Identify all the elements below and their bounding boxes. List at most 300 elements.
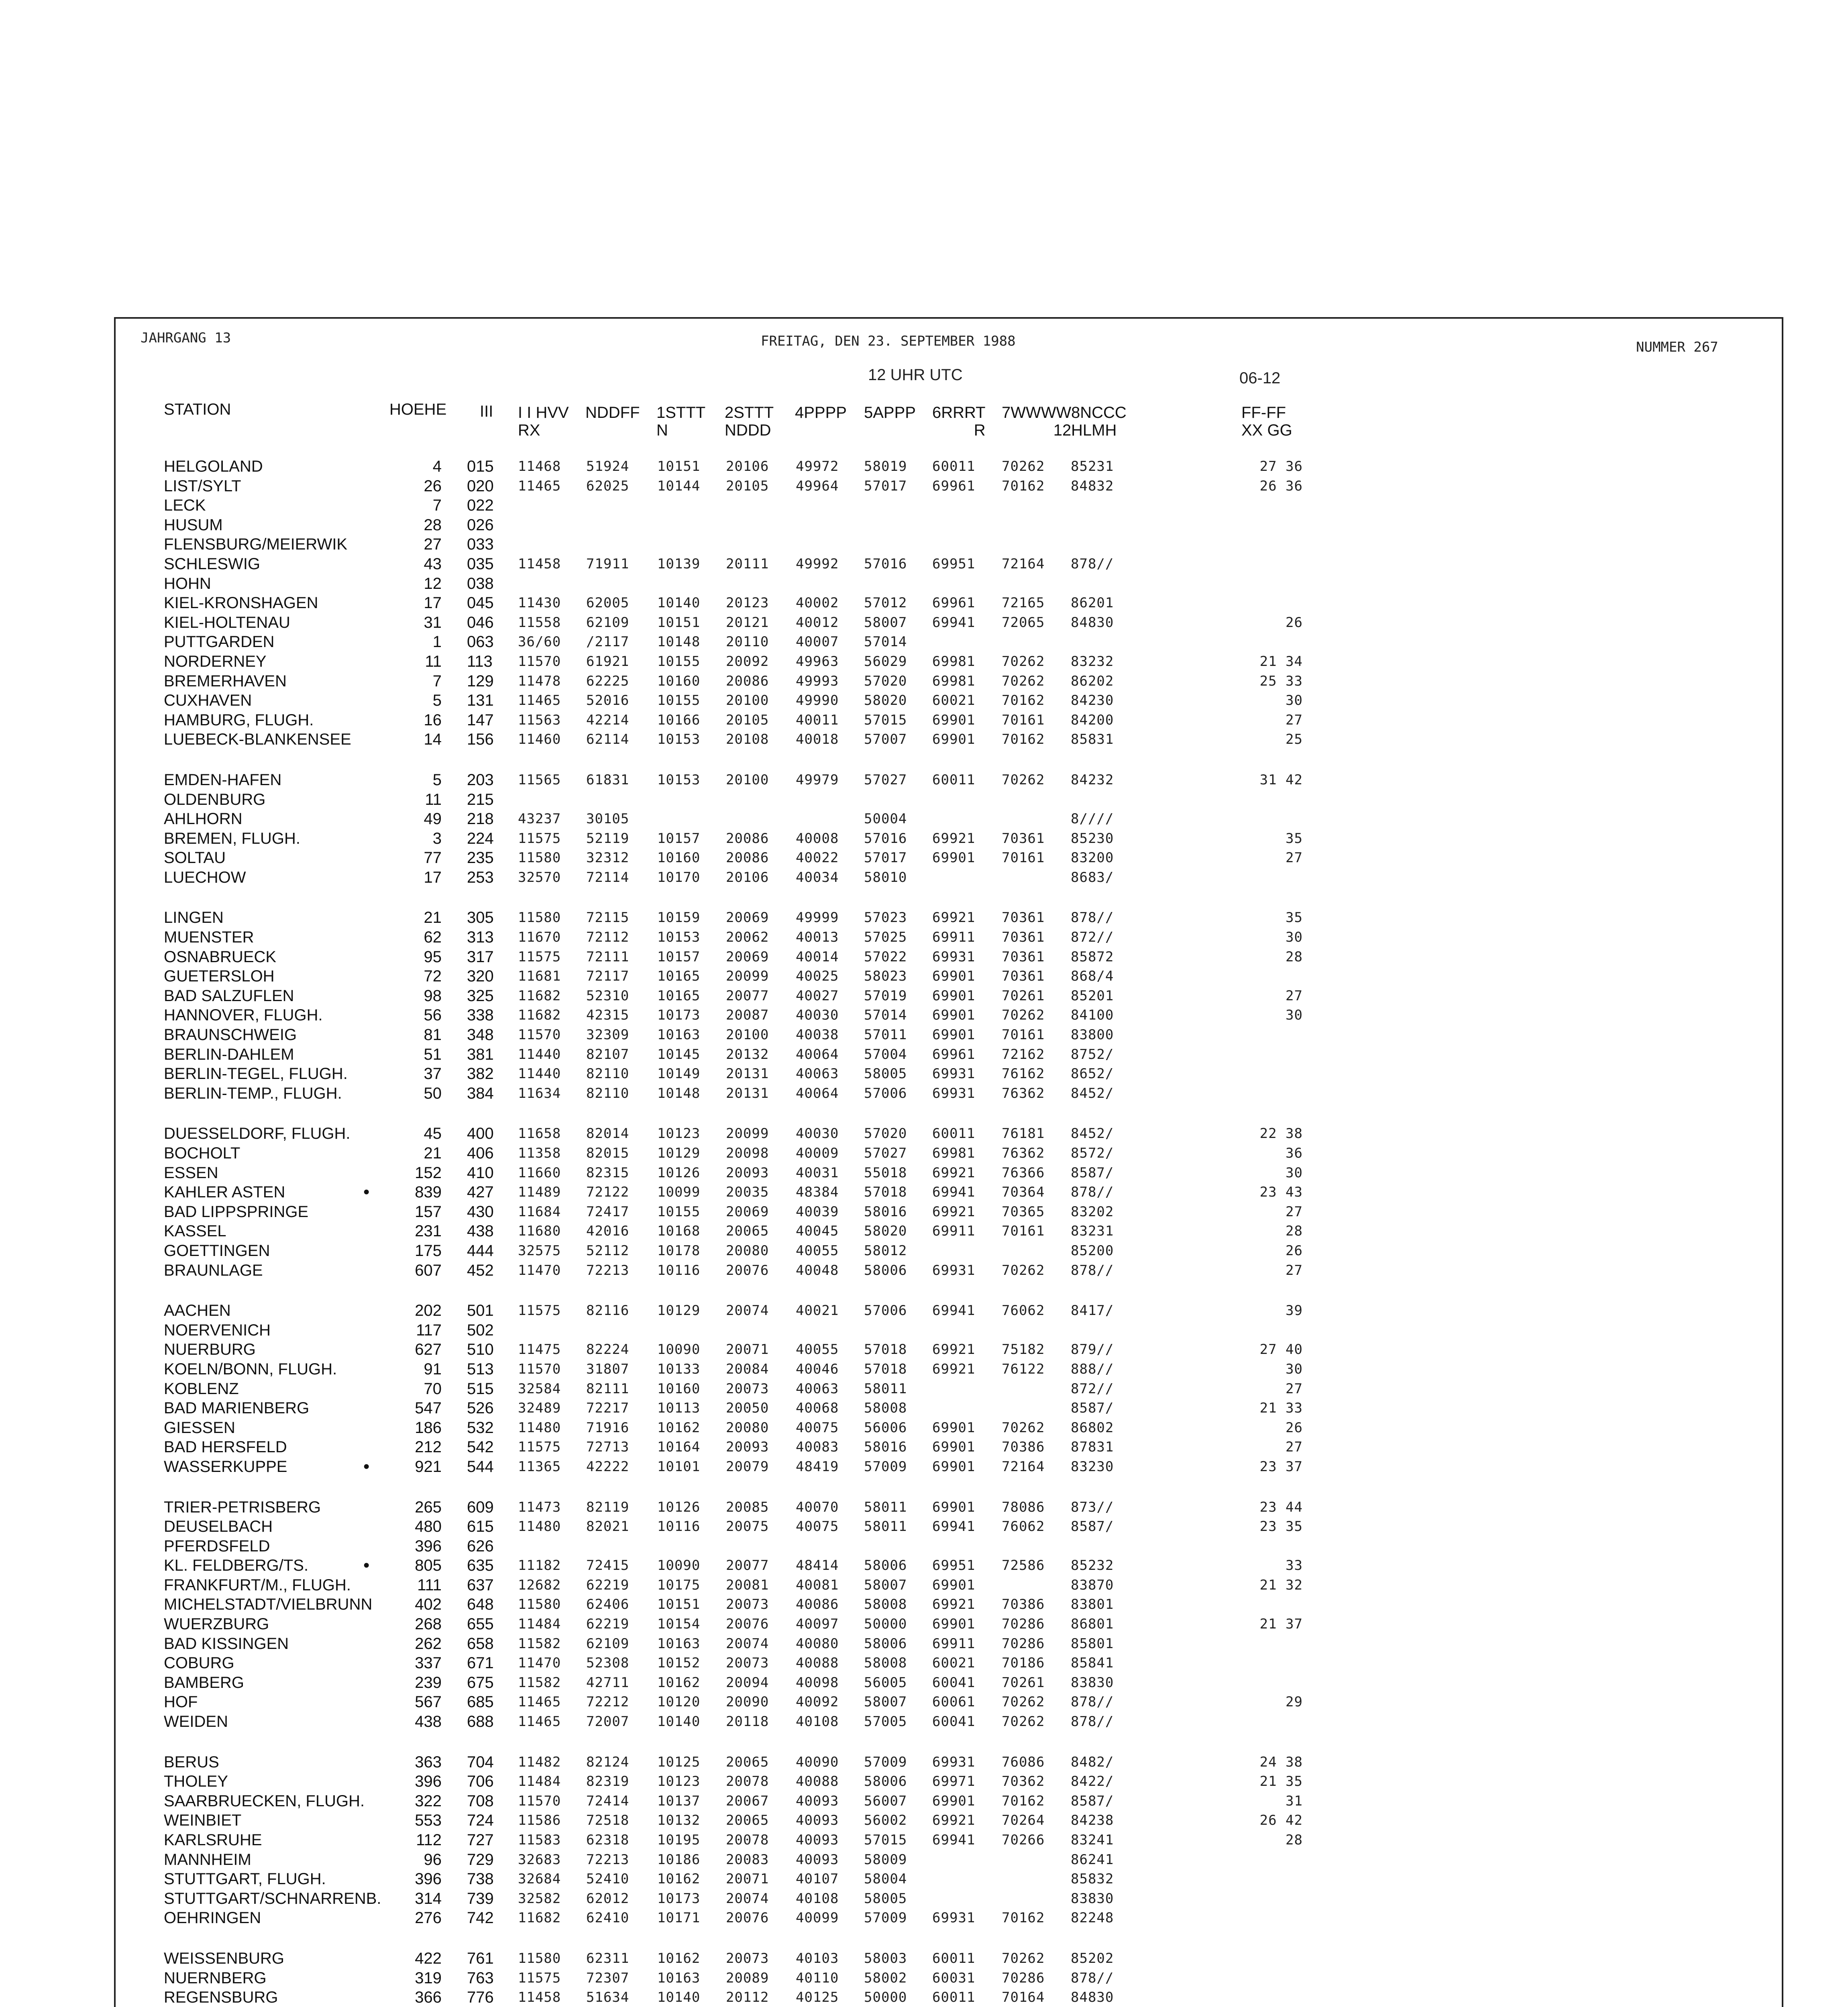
synop-group: 76086 bbox=[1002, 1754, 1045, 1770]
synop-group: 40021 bbox=[796, 1303, 839, 1319]
synop-group: 58019 bbox=[864, 458, 907, 474]
station-name: BRAUNSCHWEIG bbox=[164, 1026, 297, 1044]
synop-group: 40045 bbox=[796, 1223, 839, 1240]
synop-group: 20112 bbox=[726, 1989, 769, 2006]
station-index: 384 bbox=[467, 1084, 494, 1102]
synop-group: 75182 bbox=[1002, 1341, 1045, 1358]
synop-group: 878// bbox=[1071, 1970, 1114, 1986]
wind-gust: 25 bbox=[1286, 731, 1303, 748]
synop-group: 49963 bbox=[796, 653, 839, 670]
synop-group: 57011 bbox=[864, 1027, 907, 1043]
synop-group: 31807 bbox=[586, 1361, 630, 1377]
station-height: 438 bbox=[415, 1713, 442, 1731]
station-name: BREMERHAVEN bbox=[164, 672, 287, 690]
synop-group: 52308 bbox=[586, 1655, 630, 1671]
synop-group: 70162 bbox=[1002, 1910, 1045, 1926]
station-height: 45 bbox=[424, 1125, 442, 1143]
station-index: 515 bbox=[467, 1380, 494, 1398]
synop-group: 69931 bbox=[932, 1085, 976, 1101]
synop-group: 57020 bbox=[864, 1126, 907, 1142]
station-index: 022 bbox=[467, 497, 494, 515]
synop-group: 70266 bbox=[1002, 1832, 1045, 1848]
wind-gust: 27 bbox=[1286, 1439, 1303, 1455]
synop-group: 10126 bbox=[657, 1164, 701, 1181]
station-name: KOBLENZ bbox=[164, 1380, 239, 1398]
synop-group: 82107 bbox=[586, 1046, 630, 1063]
station-name: THOLEY bbox=[164, 1773, 228, 1791]
station-height: 186 bbox=[415, 1419, 442, 1437]
synop-group: 83830 bbox=[1071, 1674, 1114, 1691]
synop-group: 11465 bbox=[518, 1714, 561, 1730]
station-name: KOELN/BONN, FLUGH. bbox=[164, 1360, 337, 1378]
synop-group: 10123 bbox=[657, 1126, 701, 1142]
synop-group: 86241 bbox=[1071, 1851, 1114, 1868]
station-name: DEUSELBACH bbox=[164, 1518, 273, 1536]
synop-group: 69901 bbox=[932, 987, 976, 1004]
synop-group: 58008 bbox=[864, 1655, 907, 1671]
synop-group: 32684 bbox=[518, 1871, 561, 1887]
synop-group: 40093 bbox=[796, 1793, 839, 1809]
synop-group: 70161 bbox=[1002, 1223, 1045, 1240]
synop-group: 62219 bbox=[586, 1616, 630, 1632]
synop-group: 10140 bbox=[657, 1989, 701, 2006]
synop-group: 20074 bbox=[726, 1303, 769, 1319]
station-index: 688 bbox=[467, 1713, 494, 1731]
synop-group: 76362 bbox=[1002, 1085, 1045, 1101]
station-height: 28 bbox=[424, 516, 442, 534]
synop-group: 49979 bbox=[796, 771, 839, 788]
station-height: 91 bbox=[424, 1360, 442, 1378]
station-height: 62 bbox=[424, 928, 442, 947]
synop-group: 69951 bbox=[932, 1557, 976, 1574]
wind-gust: 25 33 bbox=[1259, 673, 1303, 689]
synop-group: 20086 bbox=[726, 850, 769, 866]
synop-group: 60011 bbox=[932, 771, 976, 788]
station-index: 513 bbox=[467, 1360, 494, 1378]
synop-group: 72213 bbox=[586, 1851, 630, 1868]
synop-group: 10168 bbox=[657, 1223, 701, 1240]
synop-group: 82224 bbox=[586, 1341, 630, 1358]
synop-group: 11575 bbox=[518, 1303, 561, 1319]
synop-group: 57018 bbox=[864, 1184, 907, 1201]
synop-group: 10157 bbox=[657, 949, 701, 965]
synop-group: 11358 bbox=[518, 1145, 561, 1161]
synop-group: 12682 bbox=[518, 1577, 561, 1593]
station-index: 038 bbox=[467, 574, 494, 592]
synop-group: 57017 bbox=[864, 850, 907, 866]
synop-group: 11684 bbox=[518, 1203, 561, 1220]
synop-group: 20035 bbox=[726, 1184, 769, 1201]
synop-group: 57023 bbox=[864, 910, 907, 926]
synop-group: 69901 bbox=[932, 1458, 976, 1475]
synop-group: 20093 bbox=[726, 1164, 769, 1181]
station-height: 212 bbox=[415, 1438, 442, 1456]
synop-group: 20080 bbox=[726, 1419, 769, 1436]
synop-group: 70162 bbox=[1002, 692, 1045, 709]
synop-group: 83231 bbox=[1071, 1223, 1114, 1240]
col-1sttt: 1STTT N bbox=[656, 404, 706, 439]
synop-group: 8422/ bbox=[1071, 1773, 1114, 1790]
synop-group: 8652/ bbox=[1071, 1066, 1114, 1082]
wind-gust: 28 bbox=[1286, 1832, 1303, 1848]
synop-group: 85801 bbox=[1071, 1635, 1114, 1652]
synop-group: 879// bbox=[1071, 1341, 1114, 1358]
station-height: 21 bbox=[424, 1144, 442, 1162]
synop-group: 11682 bbox=[518, 987, 561, 1004]
station-height: 7 bbox=[432, 672, 442, 690]
synop-group: 70262 bbox=[1002, 1262, 1045, 1278]
synop-group: 40030 bbox=[796, 1126, 839, 1142]
synop-group: 36/60 bbox=[518, 634, 561, 650]
synop-group: 69961 bbox=[932, 595, 976, 611]
synop-group: 58002 bbox=[864, 1970, 907, 1986]
station-name: GUETERSLOH bbox=[164, 967, 275, 985]
synop-group: 85200 bbox=[1071, 1242, 1114, 1259]
station-height: 627 bbox=[415, 1341, 442, 1359]
synop-group: 72164 bbox=[1002, 1458, 1045, 1475]
synop-group: 20090 bbox=[726, 1694, 769, 1710]
synop-group: 878// bbox=[1071, 1262, 1114, 1278]
synop-group: 72111 bbox=[586, 949, 630, 965]
synop-group: 62219 bbox=[586, 1577, 630, 1593]
synop-group: 11570 bbox=[518, 1027, 561, 1043]
synop-group: 76062 bbox=[1002, 1518, 1045, 1535]
station-index: 704 bbox=[467, 1753, 494, 1771]
synop-group: 11489 bbox=[518, 1184, 561, 1201]
synop-group: 10186 bbox=[657, 1851, 701, 1868]
synop-group: 868/4 bbox=[1071, 968, 1114, 985]
synop-group: 20132 bbox=[726, 1046, 769, 1063]
wind-gust: 30 bbox=[1286, 692, 1303, 709]
station-index: 544 bbox=[467, 1457, 494, 1476]
station-height: 152 bbox=[415, 1164, 442, 1182]
synop-group: 69921 bbox=[932, 1361, 976, 1377]
station-index: 320 bbox=[467, 967, 494, 985]
synop-group: 40098 bbox=[796, 1674, 839, 1691]
station-name: PUTTGARDEN bbox=[164, 633, 275, 651]
synop-group: 42214 bbox=[586, 712, 630, 728]
synop-group: 40013 bbox=[796, 929, 839, 946]
col-5appp: 5APPP bbox=[864, 404, 916, 421]
synop-group: 11575 bbox=[518, 830, 561, 847]
wind-gust: 26 bbox=[1286, 614, 1303, 631]
synop-group: 10116 bbox=[657, 1262, 701, 1278]
station-height: 70 bbox=[424, 1380, 442, 1398]
synop-group: 69901 bbox=[932, 1439, 976, 1455]
synop-group: 11470 bbox=[518, 1655, 561, 1671]
synop-group: 11470 bbox=[518, 1262, 561, 1278]
col-2sttt: 2STTT NDDD bbox=[725, 404, 774, 439]
synop-group: 43237 bbox=[518, 811, 561, 827]
synop-group: 20065 bbox=[726, 1754, 769, 1770]
synop-group: 20100 bbox=[726, 692, 769, 709]
synop-group: 72212 bbox=[586, 1694, 630, 1710]
synop-group: 32312 bbox=[586, 850, 630, 866]
station-height: 27 bbox=[424, 535, 442, 554]
synop-group: 58004 bbox=[864, 1871, 907, 1887]
synop-group: 20111 bbox=[726, 556, 769, 572]
station-height: 17 bbox=[424, 594, 442, 612]
synop-group: 69981 bbox=[932, 673, 976, 689]
station-height: 314 bbox=[415, 1889, 442, 1907]
synop-group: 8572/ bbox=[1071, 1145, 1114, 1161]
synop-group: 20081 bbox=[726, 1577, 769, 1593]
synop-group: 70262 bbox=[1002, 1419, 1045, 1436]
wind-gust: 23 37 bbox=[1259, 1458, 1303, 1475]
synop-group: 20100 bbox=[726, 1027, 769, 1043]
wind-gust: 29 bbox=[1286, 1694, 1303, 1710]
wind-gust: 27 bbox=[1286, 1203, 1303, 1220]
synop-group: 10162 bbox=[657, 1419, 701, 1436]
station-name: GIESSEN bbox=[164, 1419, 235, 1437]
station-height: 4 bbox=[432, 458, 442, 475]
station-index: 410 bbox=[467, 1164, 494, 1182]
station-height: 239 bbox=[415, 1673, 442, 1691]
synop-group: 69921 bbox=[932, 1596, 976, 1613]
synop-group: 58012 bbox=[864, 1242, 907, 1259]
synop-group: 70286 bbox=[1002, 1970, 1045, 1986]
synop-group: 76122 bbox=[1002, 1361, 1045, 1377]
synop-group: 69911 bbox=[932, 1223, 976, 1240]
synop-group: 20069 bbox=[726, 1203, 769, 1220]
synop-group: 69901 bbox=[932, 850, 976, 866]
synop-group: 40110 bbox=[796, 1970, 839, 1986]
synop-group: 11430 bbox=[518, 595, 561, 611]
wind-gust: 23 35 bbox=[1259, 1518, 1303, 1535]
synop-group: 69921 bbox=[932, 910, 976, 926]
synop-group: 11570 bbox=[518, 1361, 561, 1377]
wind-gust: 27 bbox=[1286, 712, 1303, 728]
wind-gust: 30 bbox=[1286, 1007, 1303, 1024]
synop-group: 82021 bbox=[586, 1518, 630, 1535]
synop-group: 83202 bbox=[1071, 1203, 1114, 1220]
synop-group: 10162 bbox=[657, 1674, 701, 1691]
synop-group: 11480 bbox=[518, 1419, 561, 1436]
synop-group: 58005 bbox=[864, 1066, 907, 1082]
synop-group: 10116 bbox=[657, 1518, 701, 1535]
station-height: 322 bbox=[415, 1792, 442, 1810]
synop-group: 84832 bbox=[1071, 478, 1114, 494]
station-height: 51 bbox=[424, 1045, 442, 1063]
synop-group: 20131 bbox=[726, 1066, 769, 1082]
station-height: 3 bbox=[432, 829, 442, 847]
col-iihvv: I I HVV RX bbox=[518, 404, 569, 439]
synop-group: 11484 bbox=[518, 1773, 561, 1790]
synop-group: 10145 bbox=[657, 1046, 701, 1063]
synop-group: 872// bbox=[1071, 929, 1114, 946]
synop-group: 58011 bbox=[864, 1499, 907, 1515]
synop-group: 58005 bbox=[864, 1890, 907, 1907]
synop-group: 84200 bbox=[1071, 712, 1114, 728]
station-name: FRANKFURT/M., FLUGH. bbox=[164, 1576, 351, 1594]
synop-group: 20077 bbox=[726, 987, 769, 1004]
synop-group: 11440 bbox=[518, 1066, 561, 1082]
station-name: BAD MARIENBERG bbox=[164, 1399, 310, 1417]
synop-group: 57015 bbox=[864, 1832, 907, 1848]
station-height: 26 bbox=[424, 477, 442, 495]
synop-group: 60041 bbox=[932, 1714, 976, 1730]
synop-group: 70186 bbox=[1002, 1655, 1045, 1671]
synop-group: 62311 bbox=[586, 1950, 630, 1966]
synop-group: 83870 bbox=[1071, 1577, 1114, 1593]
synop-group: 10125 bbox=[657, 1754, 701, 1770]
station-height: 111 bbox=[417, 1576, 442, 1594]
station-name: STUTTGART, FLUGH. bbox=[164, 1870, 326, 1888]
issue-number: NUMMER 267 bbox=[1636, 339, 1718, 355]
station-index: 218 bbox=[467, 810, 494, 828]
synop-group: 10160 bbox=[657, 1380, 701, 1397]
synop-group: 11465 bbox=[518, 1694, 561, 1710]
station-name: WUERZBURG bbox=[164, 1615, 269, 1633]
synop-group: 69941 bbox=[932, 1303, 976, 1319]
synop-group: 10153 bbox=[657, 929, 701, 946]
station-name: HOF bbox=[164, 1693, 198, 1711]
synop-group: 69901 bbox=[932, 1027, 976, 1043]
synop-group: 86801 bbox=[1071, 1616, 1114, 1632]
synop-group: 84238 bbox=[1071, 1812, 1114, 1829]
station-index: 348 bbox=[467, 1026, 494, 1044]
synop-group: 20069 bbox=[726, 949, 769, 965]
synop-group: 58007 bbox=[864, 1577, 907, 1593]
station-index: 215 bbox=[467, 790, 494, 808]
synop-group: 58020 bbox=[864, 692, 907, 709]
station-name: BERLIN-TEMP., FLUGH. bbox=[164, 1084, 342, 1102]
station-height: 117 bbox=[416, 1321, 442, 1339]
station-name: BERLIN-DAHLEM bbox=[164, 1045, 294, 1063]
station-height: 607 bbox=[415, 1261, 442, 1279]
synop-group: 20086 bbox=[726, 673, 769, 689]
synop-group: 42016 bbox=[586, 1223, 630, 1240]
synop-group: 57017 bbox=[864, 478, 907, 494]
col-8nccc: 8NCCC HLMH bbox=[1071, 404, 1127, 439]
wind-gust: 30 bbox=[1286, 1164, 1303, 1181]
synop-group: 11473 bbox=[518, 1499, 561, 1515]
synop-group: 70262 bbox=[1002, 458, 1045, 474]
station-index: 452 bbox=[467, 1261, 494, 1279]
synop-group: 56006 bbox=[864, 1419, 907, 1436]
synop-group: 878// bbox=[1071, 1694, 1114, 1710]
station-index: 502 bbox=[467, 1321, 494, 1339]
synop-group: 84230 bbox=[1071, 692, 1114, 709]
synop-group: 20092 bbox=[726, 653, 769, 670]
station-name: BAD HERSFELD bbox=[164, 1438, 287, 1456]
synop-group: 50004 bbox=[864, 811, 907, 827]
synop-group: 8452/ bbox=[1071, 1085, 1114, 1101]
synop-group: 42222 bbox=[586, 1458, 630, 1475]
synop-group: 40093 bbox=[796, 1832, 839, 1848]
synop-group: 10153 bbox=[657, 771, 701, 788]
synop-group: 20105 bbox=[726, 478, 769, 494]
synop-group: 878// bbox=[1071, 910, 1114, 926]
station-height: 363 bbox=[415, 1753, 442, 1771]
station-height: 81 bbox=[424, 1026, 442, 1044]
synop-group: 56029 bbox=[864, 653, 907, 670]
synop-group: 58006 bbox=[864, 1635, 907, 1652]
synop-group: 83830 bbox=[1071, 1890, 1114, 1907]
synop-group: 11580 bbox=[518, 910, 561, 926]
synop-group: 56005 bbox=[864, 1674, 907, 1691]
synop-group: 76366 bbox=[1002, 1164, 1045, 1181]
station-name: ESSEN bbox=[164, 1164, 218, 1182]
synop-group: 20071 bbox=[726, 1871, 769, 1887]
synop-group: 20131 bbox=[726, 1085, 769, 1101]
wind-gust: 26 42 bbox=[1259, 1812, 1303, 1829]
synop-group: 20076 bbox=[726, 1262, 769, 1278]
synop-group: 85832 bbox=[1071, 1871, 1114, 1887]
synop-group: 60021 bbox=[932, 1655, 976, 1671]
synop-group: 20074 bbox=[726, 1635, 769, 1652]
station-name: HELGOLAND bbox=[164, 458, 263, 475]
station-height: 11 bbox=[425, 652, 442, 670]
synop-group: 60011 bbox=[932, 1126, 976, 1142]
synop-group: 83230 bbox=[1071, 1458, 1114, 1475]
synop-group: 57009 bbox=[864, 1754, 907, 1770]
station-index: 532 bbox=[467, 1419, 494, 1437]
station-height: 77 bbox=[424, 849, 442, 867]
synop-group: 40086 bbox=[796, 1596, 839, 1613]
station-height: 265 bbox=[415, 1498, 442, 1516]
station-name: BREMEN, FLUGH. bbox=[164, 829, 301, 847]
synop-group: 11582 bbox=[518, 1635, 561, 1652]
synop-group: 70262 bbox=[1002, 1694, 1045, 1710]
synop-group: 10151 bbox=[657, 458, 701, 474]
synop-group: 10123 bbox=[657, 1773, 701, 1790]
wind-gust: 21 37 bbox=[1259, 1616, 1303, 1632]
synop-group: 40093 bbox=[796, 1851, 839, 1868]
station-height: 21 bbox=[424, 909, 442, 927]
synop-group: 10170 bbox=[657, 869, 701, 885]
synop-group: 57027 bbox=[864, 771, 907, 788]
station-height: 95 bbox=[424, 948, 442, 966]
synop-group: 62406 bbox=[586, 1596, 630, 1613]
synop-group: 11570 bbox=[518, 653, 561, 670]
station-height: 14 bbox=[424, 731, 442, 749]
synop-group: 20069 bbox=[726, 910, 769, 926]
synop-group: 69901 bbox=[932, 1007, 976, 1024]
synop-group: 20065 bbox=[726, 1812, 769, 1829]
synop-group: 49972 bbox=[796, 458, 839, 474]
synop-group: 84232 bbox=[1071, 771, 1114, 788]
wind-gust: 28 bbox=[1286, 949, 1303, 965]
synop-group: 10155 bbox=[657, 653, 701, 670]
station-height: 12 bbox=[424, 574, 442, 592]
synop-group: 58011 bbox=[864, 1518, 907, 1535]
station-index: 675 bbox=[467, 1673, 494, 1691]
synop-group: 87831 bbox=[1071, 1439, 1114, 1455]
station-index: 406 bbox=[467, 1144, 494, 1162]
synop-group: 60011 bbox=[932, 1989, 976, 2006]
synop-group: 58010 bbox=[864, 869, 907, 885]
synop-group: 50000 bbox=[864, 1989, 907, 2006]
synop-group: 58006 bbox=[864, 1557, 907, 1574]
station-height: 480 bbox=[415, 1518, 442, 1536]
wind-gust: 27 bbox=[1286, 1262, 1303, 1278]
synop-group: 56002 bbox=[864, 1812, 907, 1829]
station-name: MICHELSTADT/VIELBRUNN bbox=[164, 1596, 373, 1614]
synop-group: 20098 bbox=[726, 1145, 769, 1161]
station-index: 444 bbox=[467, 1242, 494, 1260]
synop-group: 57019 bbox=[864, 987, 907, 1004]
synop-group: 76162 bbox=[1002, 1066, 1045, 1082]
synop-group: 10113 bbox=[657, 1400, 701, 1417]
synop-group: 85231 bbox=[1071, 458, 1114, 474]
synop-group: 58006 bbox=[864, 1262, 907, 1278]
station-height: 72 bbox=[424, 967, 442, 985]
synop-group: 10171 bbox=[657, 1910, 701, 1926]
synop-group: 85202 bbox=[1071, 1950, 1114, 1966]
synop-group: 40014 bbox=[796, 949, 839, 965]
synop-group: 62109 bbox=[586, 614, 630, 631]
